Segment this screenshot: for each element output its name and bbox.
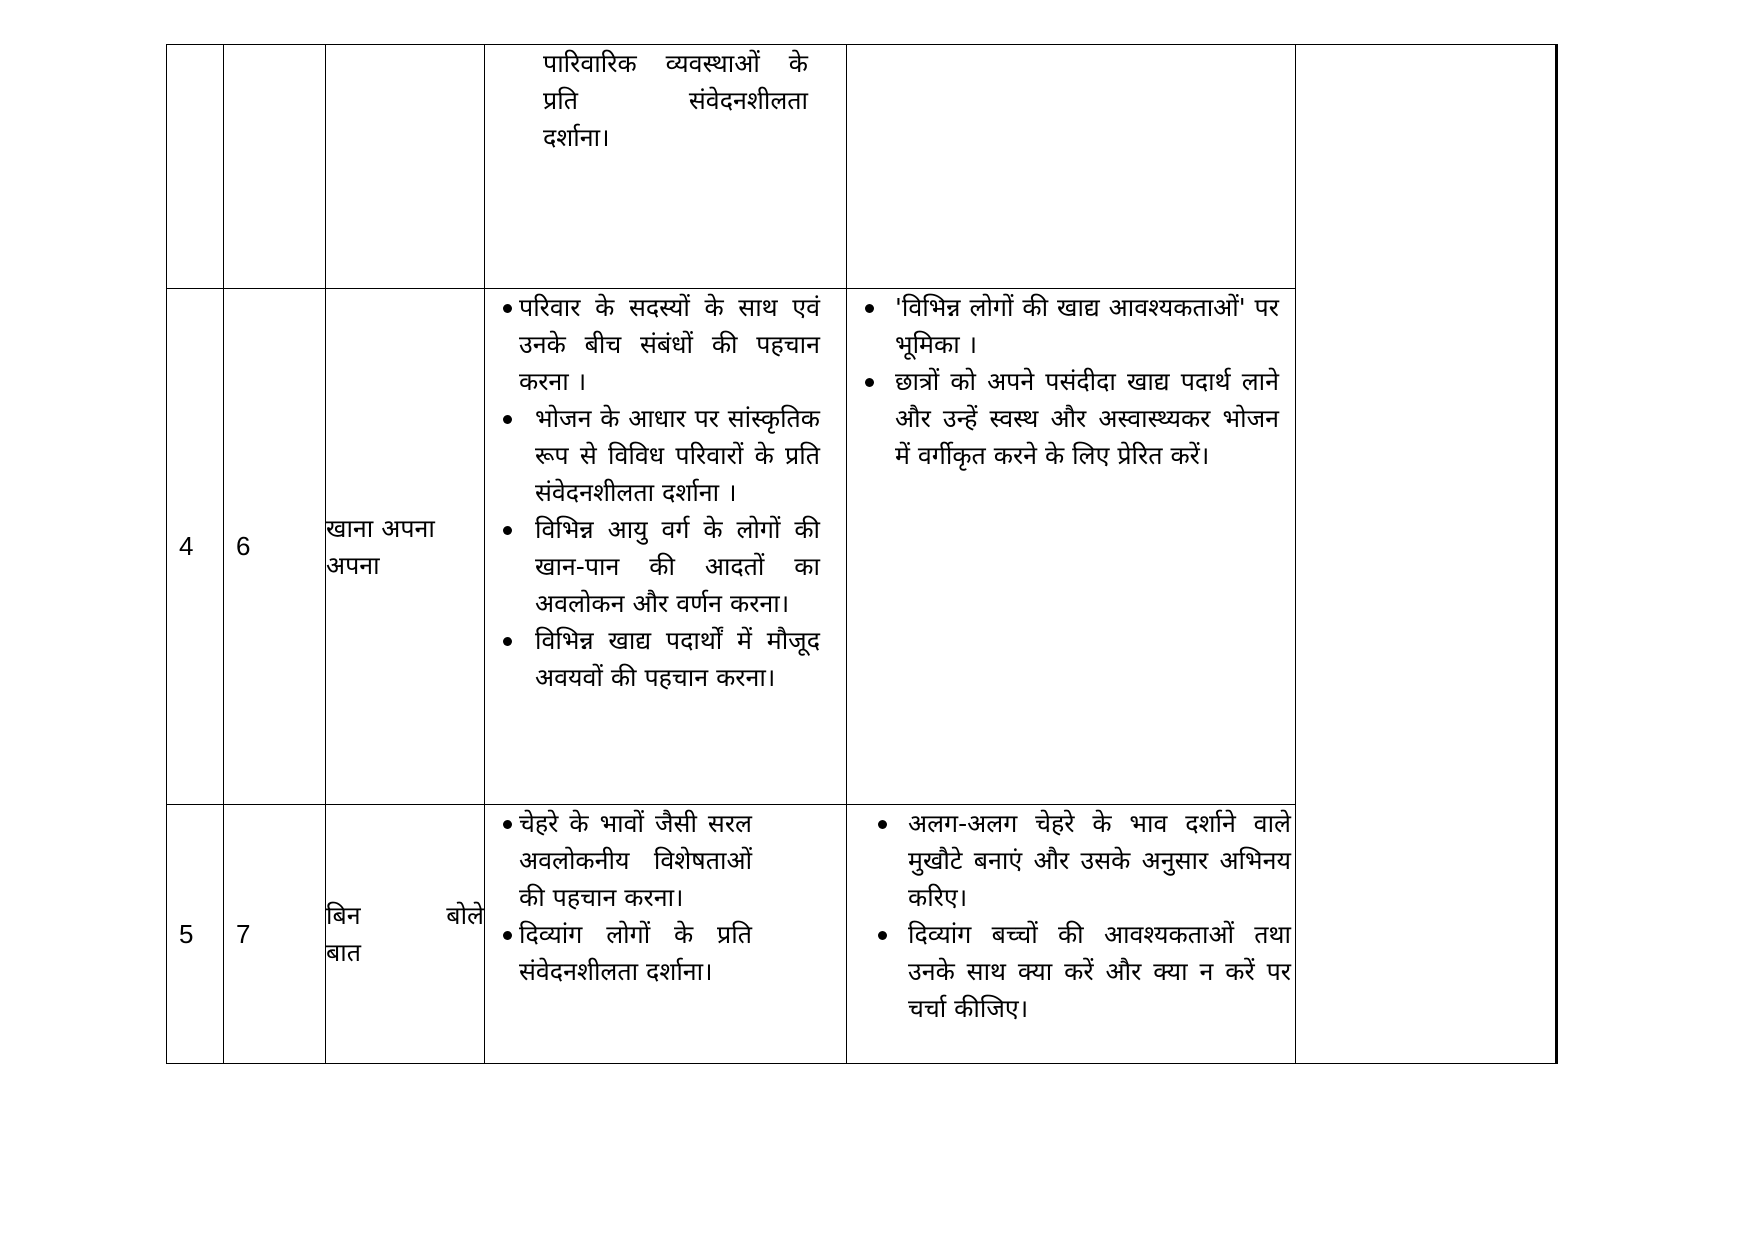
table-row-continuation [167,45,1557,289]
activity-item: दिव्यांग बच्चों की आवश्यकताओं तथा उनके साथ क्या करें और क्या न करें पर चर्चा कीजिए। [908,916,1291,1027]
activities-cell [847,805,1296,1064]
activity-item: अलग-अलग चेहरे के भाव दर्शाने वाले मुखौटे बनाएं और उसके अनुसार अभिनय करिए। [908,805,1291,916]
objectives-list [519,805,752,990]
activities-cell [847,289,1296,805]
objective-line: पारिवारिक व्यवस्थाओं के [543,49,808,78]
chapter-no-cell [224,45,326,289]
chapter-title-cell [326,45,485,289]
chapter-title-cell [326,805,485,1064]
objective-item: विभिन्न खाद्य पदार्थों में मौजूद अवयवों की पहचान करना। [519,622,820,696]
chapter-title-line: बात [326,938,362,967]
remarks-cell [1296,45,1557,1064]
objective-item: विभिन्न आयु वर्ग के लोगों की खान-पान की आदतों का अवलोकन और वर्णन करना। [519,511,820,622]
curriculum-table [166,44,1558,1064]
activity-item: छात्रों को अपने पसंदीदा खाद्य पदार्थ लाने और उन्हें स्वस्थ और अस्वास्थ्यकर भोजन में वर्गीकृत करने के लिए प्रेरित करें। [895,363,1279,474]
activities-list [895,289,1279,474]
activities-list [908,805,1291,1027]
chapter-title-line: बिन बोले [326,901,484,930]
objective-item: परिवार के सदस्यों के साथ एवं उनके बीच संबंधों की पहचान करना । [519,289,820,400]
objective-line: प्रति संवेदनशीलता [543,86,808,115]
objectives-list [519,289,820,696]
objective-item: दिव्यांग लोगों के प्रति संवेदनशीलता दर्शाना। [519,916,752,990]
activities-cell [847,45,1296,289]
objective-line: दर्शाना। [543,123,610,152]
serial-cell: 5 [167,805,224,1064]
objectives-cell [485,805,847,1064]
chapter-title-cell: खाना अपना अपना [326,289,485,805]
serial-cell: 4 [167,289,224,805]
objective-item: भोजन के आधार पर सांस्कृतिक रूप से विविध परिवारों के प्रति संवेदनशीलता दर्शाना । [519,400,820,511]
objective-item: चेहरे के भावों जैसी सरल अवलोकनीय विशेषताओं की पहचान करना। [519,805,752,916]
serial-cell [167,45,224,289]
chapter-no-cell: 6 [224,289,326,805]
chapter-no-cell: 7 [224,805,326,1064]
objectives-cell [485,289,847,805]
activity-item: 'विभिन्न लोगों की खाद्य आवश्यकताओं' पर भूमिका । [895,289,1279,363]
objectives-cell [485,45,847,289]
